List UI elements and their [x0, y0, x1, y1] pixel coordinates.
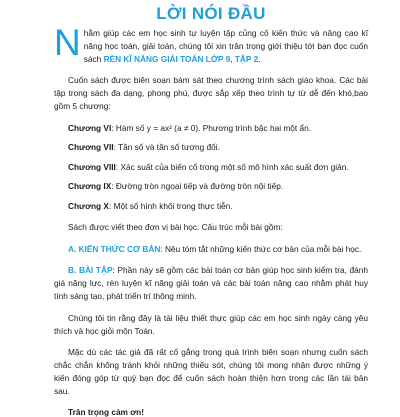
intro-text-b: .: [258, 54, 261, 64]
chapter-text: : Một số hình khối trong thực tiễn.: [108, 200, 233, 211]
intro-paragraph: [54, 22, 368, 66]
chapter-label: Chương IX: [68, 181, 112, 191]
chapter-item: [54, 161, 368, 174]
structure-intro: Sách được viết theo đơn vị bài học. Cấu trúc mỗi bài gồm:: [68, 222, 283, 232]
chapter-item: [54, 122, 368, 135]
page-title: LỜI NÓI ĐẦU: [156, 4, 266, 23]
section-a-label: A. KIẾN THỨC CƠ BẢN: [68, 243, 161, 254]
chapter-item: [54, 141, 368, 154]
book-name: RÈN KĨ NĂNG GIẢI TOÁN LỚP 9, TẬP 2: [103, 54, 259, 64]
chapter-text: : Tần số và tần số tương đối.: [113, 142, 220, 152]
chapter-item: [54, 200, 368, 213]
chapter-text: : Đường tròn ngoại tiếp và đường tròn nội tiếp.: [111, 181, 284, 191]
chapter-label: Chương X: [68, 200, 109, 211]
section-a: [54, 243, 368, 256]
chapter-label: Chương VI: [68, 122, 112, 133]
section-b-text: : Phần này sẽ gồm các bài toán cơ bản giúp học sinh kiểm tra, đánh giá năng lực, rèn luyện kĩ năng giải toán và các bài toán nâng cao nhằm phát huy tính sáng tạo, phát triển trí thông minh.: [54, 265, 368, 301]
preface-page: [0, 4, 400, 417]
hope-paragraph: Chúng tôi tin rằng đây là tài liệu thiết thực giúp các em học sinh ngày càng yêu thích và học giỏi môn Toán.: [54, 312, 368, 336]
chapter-label: Chương VIII: [68, 161, 116, 172]
intro-text-a: hằm giúp các em học sinh tự luyện tập củng cố kiến thức và nâng cao kĩ năng học toán, giải toán, chúng tôi xin trân trọng giới thiệu tới bạn đọc cuốn sách: [83, 28, 368, 64]
chapter-text: : Hàm số y = ax² (a ≠ 0). Phương trình bậc hai một ẩn.: [111, 122, 312, 133]
curriculum-paragraph: Cuốn sách được biên soạn bám sát theo chương trình sách giáo khoa. Các bài tập trong sách đa dạng, phong phú, được sắp xếp theo trình tự từ dễ đến khó,bao gồm 5 chương:: [54, 75, 368, 111]
closing-line: Trân trọng cảm ơn!: [68, 406, 144, 417]
thanks-paragraph: Mặc dù các tác giả đã rất cố gắng trong quá trình biên soạn nhưng cuốn sách chắc chắn không tránh khỏi những thiếu sót, chúng tôi mong nhận được những ý kiến đóng góp từ quý bạn đọc để cuốn sách hoàn thiện hơn trong các lần tái bản sau.: [54, 347, 368, 396]
section-a-text: : Nêu tóm tắt những kiến thức cơ bản của mỗi bài học.: [160, 243, 362, 254]
chapter-label: Chương VII: [68, 142, 114, 152]
section-b-label: B. BÀI TẬP: [68, 265, 113, 275]
chapter-text: : Xác suất của biến cố trong một số mô hình xác suất đơn giản.: [115, 161, 349, 172]
drop-cap: N: [54, 22, 81, 63]
chapter-item: [54, 180, 368, 193]
section-b: [54, 264, 368, 303]
